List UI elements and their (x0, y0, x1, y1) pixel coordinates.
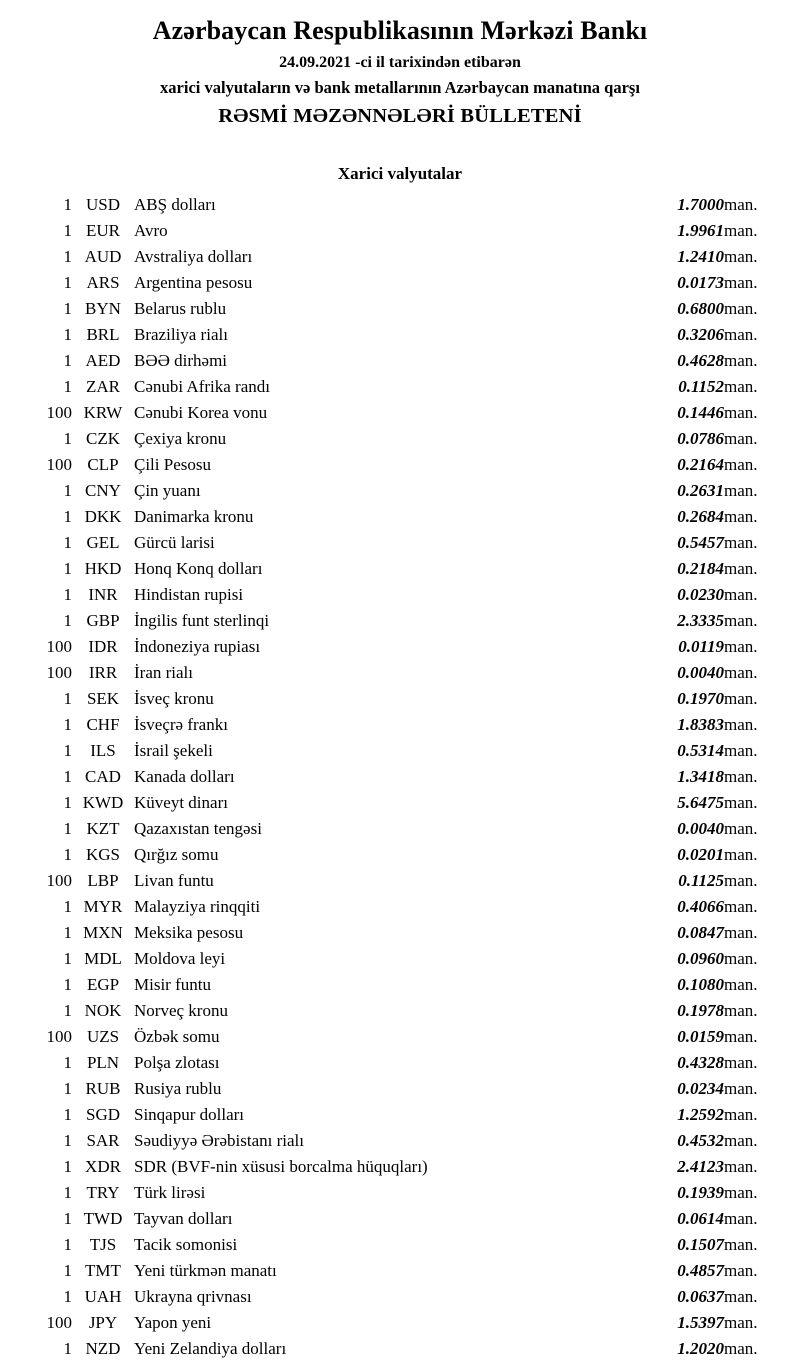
table-row (0, 1232, 800, 1258)
currency-quantity: 1 (63, 1001, 72, 1021)
currency-rate: 0.0637 (677, 1287, 724, 1307)
currency-rate: 0.4066 (677, 897, 724, 917)
currency-name: Səudiyyə Ərəbistanı rialı (134, 1131, 304, 1151)
currency-name: İsrail şekeli (134, 741, 213, 761)
currency-code: KWD (82, 793, 124, 813)
currency-quantity: 1 (63, 1287, 72, 1307)
currency-quantity: 1 (63, 1183, 72, 1203)
currency-unit: man. (724, 1027, 758, 1047)
currency-code: IDR (88, 637, 118, 657)
currency-rate: 0.1152 (678, 377, 724, 397)
table-row (0, 1206, 800, 1232)
currency-code: AUD (84, 247, 122, 267)
currency-code: SAR (86, 1131, 120, 1151)
currency-name: Argentina pesosu (134, 273, 253, 293)
currency-rate: 0.0614 (677, 1209, 724, 1229)
currency-unit: man. (724, 559, 758, 579)
table-row (0, 842, 800, 868)
currency-rate: 0.0040 (677, 663, 724, 683)
currency-unit: man. (724, 1157, 758, 1177)
currency-code: INR (88, 585, 118, 605)
currency-code: GEL (86, 533, 120, 553)
currency-code: SEK (86, 689, 120, 709)
table-row (0, 790, 800, 816)
currency-name: Tacik somonisi (134, 1235, 238, 1255)
table-row (0, 816, 800, 842)
bank-title: Azərbaycan Respublikasının Mərkəzi Bankı (152, 16, 648, 45)
table-row (0, 322, 800, 348)
currency-unit: man. (724, 923, 758, 943)
currency-code: DKK (84, 507, 122, 527)
table-row (0, 348, 800, 374)
currency-unit: man. (724, 1339, 758, 1359)
currency-unit: man. (724, 1261, 758, 1281)
currency-unit: man. (724, 377, 758, 397)
currency-name: SDR (BVF-nin xüsusi borcalma hüquqları) (134, 1157, 428, 1177)
currency-code: ILS (90, 741, 116, 761)
currency-unit: man. (724, 351, 758, 371)
currency-name: Meksika pesosu (134, 923, 244, 943)
currency-code: RUB (85, 1079, 121, 1099)
table-row (0, 712, 800, 738)
currency-quantity: 100 (46, 455, 72, 475)
currency-quantity: 1 (63, 767, 72, 787)
currency-rate: 0.0847 (677, 923, 724, 943)
currency-quantity: 1 (63, 819, 72, 839)
currency-name: Hindistan rupisi (134, 585, 244, 605)
currency-name: Çili Pesosu (134, 455, 211, 475)
currency-name: Avstraliya dolları (134, 247, 253, 267)
table-row (0, 972, 800, 998)
currency-name: Yapon yeni (134, 1313, 212, 1333)
currency-name: Qırğız somu (134, 845, 219, 865)
currency-code: MYR (83, 897, 123, 917)
currency-rate: 0.1080 (677, 975, 724, 995)
table-row (0, 608, 800, 634)
currency-code: EGP (86, 975, 120, 995)
currency-rate: 0.6800 (677, 299, 724, 319)
table-row (0, 1310, 800, 1336)
currency-rate: 0.0201 (677, 845, 724, 865)
currency-rate: 0.2164 (677, 455, 724, 475)
table-row (0, 426, 800, 452)
currency-code: AED (85, 351, 121, 371)
currency-unit: man. (724, 533, 758, 553)
currency-quantity: 100 (46, 871, 72, 891)
currency-quantity: 100 (46, 403, 72, 423)
table-row (0, 868, 800, 894)
currency-name: Yeni Zelandiya dolları (134, 1339, 287, 1359)
table-row (0, 686, 800, 712)
currency-code: BRL (86, 325, 120, 345)
currency-quantity: 1 (63, 273, 72, 293)
currency-unit: man. (724, 455, 758, 475)
currency-code: UZS (86, 1027, 120, 1047)
currency-unit: man. (724, 767, 758, 787)
currency-quantity: 1 (63, 377, 72, 397)
currency-quantity: 1 (63, 1235, 72, 1255)
table-row (0, 192, 800, 218)
currency-name: Küveyt dinarı (134, 793, 228, 813)
table-row (0, 400, 800, 426)
currency-rate: 1.8383 (677, 715, 724, 735)
currency-name: Tayvan dolları (134, 1209, 233, 1229)
currency-quantity: 1 (63, 195, 72, 215)
currency-unit: man. (724, 845, 758, 865)
effective-date-line: 24.09.2021 -ci il tarixindən etibarən (279, 53, 521, 71)
currency-unit: man. (724, 871, 758, 891)
currency-rate: 1.2410 (677, 247, 724, 267)
table-row (0, 1076, 800, 1102)
currency-name: Malayziya rinqqiti (134, 897, 261, 917)
currency-rate: 0.1507 (677, 1235, 724, 1255)
table-row (0, 920, 800, 946)
currency-name: Çin yuanı (134, 481, 201, 501)
currency-name: Polşa zlotası (134, 1053, 220, 1073)
currency-name: İndoneziya rupiası (134, 637, 261, 657)
currency-rate: 0.0119 (678, 637, 724, 657)
currency-rate: 0.0960 (677, 949, 724, 969)
currency-name: Livan funtu (134, 871, 214, 891)
currency-quantity: 1 (63, 481, 72, 501)
currency-quantity: 1 (63, 1261, 72, 1281)
currency-rate: 1.9961 (677, 221, 724, 241)
currency-quantity: 1 (63, 923, 72, 943)
currency-code: TMT (85, 1261, 121, 1281)
currency-code: CNY (85, 481, 121, 501)
table-row (0, 894, 800, 920)
table-row (0, 582, 800, 608)
currency-name: Belarus rublu (134, 299, 227, 319)
currency-rate: 0.0230 (677, 585, 724, 605)
currency-code: ARS (86, 273, 120, 293)
currency-name: Avro (134, 221, 168, 241)
currency-rate: 0.0173 (677, 273, 724, 293)
currency-quantity: 1 (63, 611, 72, 631)
currency-quantity: 1 (63, 793, 72, 813)
currency-rate: 0.0159 (677, 1027, 724, 1047)
currency-unit: man. (724, 1313, 758, 1333)
currency-unit: man. (724, 793, 758, 813)
currency-rate: 0.0786 (677, 429, 724, 449)
currency-code: GBP (86, 611, 120, 631)
table-row (0, 478, 800, 504)
table-row (0, 1180, 800, 1206)
currency-code: TJS (89, 1235, 117, 1255)
table-row (0, 1154, 800, 1180)
currency-rate: 1.5397 (677, 1313, 724, 1333)
currency-code: ZAR (86, 377, 120, 397)
currency-name: İngilis funt sterlinqi (134, 611, 270, 631)
currency-quantity: 1 (63, 897, 72, 917)
currency-unit: man. (724, 611, 758, 631)
currency-quantity: 1 (63, 949, 72, 969)
currency-name: Cənubi Afrika randı (134, 377, 270, 397)
table-row (0, 530, 800, 556)
currency-quantity: 1 (63, 533, 72, 553)
currency-quantity: 1 (63, 351, 72, 371)
currency-quantity: 1 (63, 559, 72, 579)
table-row (0, 1128, 800, 1154)
currency-name: Kanada dolları (134, 767, 235, 787)
currency-unit: man. (724, 1131, 758, 1151)
currency-rate: 0.5457 (677, 533, 724, 553)
currency-rate: 1.2020 (677, 1339, 724, 1359)
currency-quantity: 1 (63, 845, 72, 865)
currency-quantity: 1 (63, 1131, 72, 1151)
table-row (0, 218, 800, 244)
currency-quantity: 1 (63, 1079, 72, 1099)
currency-rate: 0.1939 (677, 1183, 724, 1203)
table-row (0, 1336, 800, 1362)
currency-code: MDL (84, 949, 122, 969)
currency-code: LBP (87, 871, 119, 891)
currency-quantity: 1 (63, 1339, 72, 1359)
currency-quantity: 1 (63, 585, 72, 605)
currency-name: İsveç kronu (134, 689, 214, 709)
currency-name: Ukrayna qrivnası (134, 1287, 252, 1307)
currency-unit: man. (724, 273, 758, 293)
currency-unit: man. (724, 1209, 758, 1229)
currency-quantity: 1 (63, 975, 72, 995)
currency-quantity: 1 (63, 715, 72, 735)
currency-rate: 0.3206 (677, 325, 724, 345)
currency-quantity: 1 (63, 247, 72, 267)
currency-quantity: 1 (63, 1209, 72, 1229)
currency-quantity: 1 (63, 741, 72, 761)
currency-rate: 0.5314 (677, 741, 724, 761)
currency-unit: man. (724, 1287, 758, 1307)
currency-code: EUR (86, 221, 120, 241)
currency-name: ABŞ dolları (134, 195, 216, 215)
currency-code: JPY (88, 1313, 118, 1333)
table-row (0, 374, 800, 400)
currency-rate: 2.3335 (677, 611, 724, 631)
currency-unit: man. (724, 689, 758, 709)
currency-unit: man. (724, 325, 758, 345)
currency-unit: man. (724, 1079, 758, 1099)
currency-rate: 0.1125 (678, 871, 724, 891)
currency-unit: man. (724, 585, 758, 605)
currency-quantity: 1 (63, 1053, 72, 1073)
currency-unit: man. (724, 1001, 758, 1021)
table-row (0, 452, 800, 478)
currency-unit: man. (724, 1183, 758, 1203)
table-row (0, 556, 800, 582)
currency-rate: 0.4328 (677, 1053, 724, 1073)
currency-code: XDR (85, 1157, 121, 1177)
currency-code: BYN (85, 299, 121, 319)
table-row (0, 244, 800, 270)
currency-rate: 0.0040 (677, 819, 724, 839)
currency-name: Norveç kronu (134, 1001, 228, 1021)
currency-code: NZD (85, 1339, 121, 1359)
currency-rate: 1.2592 (677, 1105, 724, 1125)
currency-quantity: 1 (63, 689, 72, 709)
currency-unit: man. (724, 1235, 758, 1255)
currency-quantity: 100 (46, 1027, 72, 1047)
currency-unit: man. (724, 663, 758, 683)
currency-name: Cənubi Korea vonu (134, 403, 268, 423)
currency-code: UAH (84, 1287, 122, 1307)
document-subtitle: xarici valyutaların və bank metallarının Azərbaycan manatına qarşı (160, 77, 640, 97)
currency-unit: man. (724, 1053, 758, 1073)
currency-name: Moldova leyi (134, 949, 226, 969)
currency-quantity: 100 (46, 663, 72, 683)
currency-name: Gürcü larisi (134, 533, 215, 553)
table-row (0, 634, 800, 660)
table-row (0, 1284, 800, 1310)
table-row (0, 1258, 800, 1284)
currency-rate: 0.1970 (677, 689, 724, 709)
table-row (0, 1050, 800, 1076)
currency-unit: man. (724, 1105, 758, 1125)
currency-code: TWD (83, 1209, 123, 1229)
currency-unit: man. (724, 949, 758, 969)
currency-rate: 0.0234 (677, 1079, 724, 1099)
currency-rate: 0.4628 (677, 351, 724, 371)
currency-code: MXN (83, 923, 123, 943)
currency-rate: 0.4532 (677, 1131, 724, 1151)
currency-unit: man. (724, 481, 758, 501)
currency-name: Braziliya rialı (134, 325, 228, 345)
currency-code: CHF (86, 715, 120, 735)
currency-code: PLN (86, 1053, 120, 1073)
currency-rate: 5.6475 (677, 793, 724, 813)
currency-quantity: 1 (63, 325, 72, 345)
currency-rate: 0.2684 (677, 507, 724, 527)
currency-unit: man. (724, 715, 758, 735)
currency-unit: man. (724, 975, 758, 995)
currency-code: KGS (85, 845, 120, 865)
table-row (0, 504, 800, 530)
table-row (0, 998, 800, 1024)
currency-name: BƏƏ dirhəmi (134, 351, 228, 371)
section-title-foreign-currencies: Xarici valyutalar (337, 164, 463, 184)
currency-code: KRW (83, 403, 123, 423)
currency-code: KZT (86, 819, 120, 839)
table-row (0, 1024, 800, 1050)
currency-quantity: 1 (63, 507, 72, 527)
currency-unit: man. (724, 897, 758, 917)
currency-name: Yeni türkmən manatı (134, 1261, 277, 1281)
currency-name: Misir funtu (134, 975, 211, 995)
currency-quantity: 100 (46, 1313, 72, 1333)
currency-code: TRY (86, 1183, 120, 1203)
currency-quantity: 1 (63, 429, 72, 449)
currency-quantity: 1 (63, 299, 72, 319)
currency-rate: 2.4123 (677, 1157, 724, 1177)
currency-name: Honq Konq dolları (134, 559, 263, 579)
currency-code: USD (85, 195, 120, 215)
currency-code: CZK (86, 429, 120, 449)
currency-quantity: 1 (63, 221, 72, 241)
currency-rate: 0.1446 (677, 403, 724, 423)
document-bulletin-title: RƏSMİ MƏZƏNNƏLƏRİ BÜLLETENİ (218, 105, 582, 128)
document-header (0, 16, 800, 130)
currency-quantity: 1 (63, 1105, 72, 1125)
currency-code: CAD (85, 767, 121, 787)
currency-unit: man. (724, 195, 758, 215)
currency-name: Rusiya rublu (134, 1079, 222, 1099)
table-row (0, 738, 800, 764)
currency-name: İran rialı (134, 663, 193, 683)
currency-rate: 0.1978 (677, 1001, 724, 1021)
currency-name: Çexiya kronu (134, 429, 227, 449)
currency-unit: man. (724, 507, 758, 527)
currency-unit: man. (724, 429, 758, 449)
table-row (0, 270, 800, 296)
table-row (0, 946, 800, 972)
currency-rate: 1.7000 (677, 195, 724, 215)
currency-rate: 0.2631 (677, 481, 724, 501)
currency-name: Qazaxıstan tengəsi (134, 819, 262, 839)
currency-unit: man. (724, 221, 758, 241)
currency-name: Türk lirəsi (134, 1183, 206, 1203)
currency-name: Danimarka kronu (134, 507, 254, 527)
currency-code: HKD (84, 559, 122, 579)
currency-unit: man. (724, 637, 758, 657)
table-row (0, 660, 800, 686)
currency-name: İsveçrə frankı (134, 715, 228, 735)
currency-code: IRR (88, 663, 118, 683)
currency-unit: man. (724, 819, 758, 839)
currency-name: Özbək somu (134, 1027, 220, 1047)
currency-rate: 0.2184 (677, 559, 724, 579)
currency-unit: man. (724, 741, 758, 761)
currency-quantity: 100 (46, 637, 72, 657)
table-row (0, 296, 800, 322)
currency-code: CLP (87, 455, 119, 475)
currency-name: Sinqapur dolları (134, 1105, 245, 1125)
table-row (0, 1102, 800, 1128)
currency-code: NOK (84, 1001, 122, 1021)
currency-unit: man. (724, 247, 758, 267)
currency-unit: man. (724, 403, 758, 423)
currency-code: SGD (85, 1105, 120, 1125)
currency-rate: 0.4857 (677, 1261, 724, 1281)
currency-unit: man. (724, 299, 758, 319)
currency-rate: 1.3418 (677, 767, 724, 787)
currency-rates-table (0, 192, 800, 1362)
table-row (0, 764, 800, 790)
currency-quantity: 1 (63, 1157, 72, 1177)
